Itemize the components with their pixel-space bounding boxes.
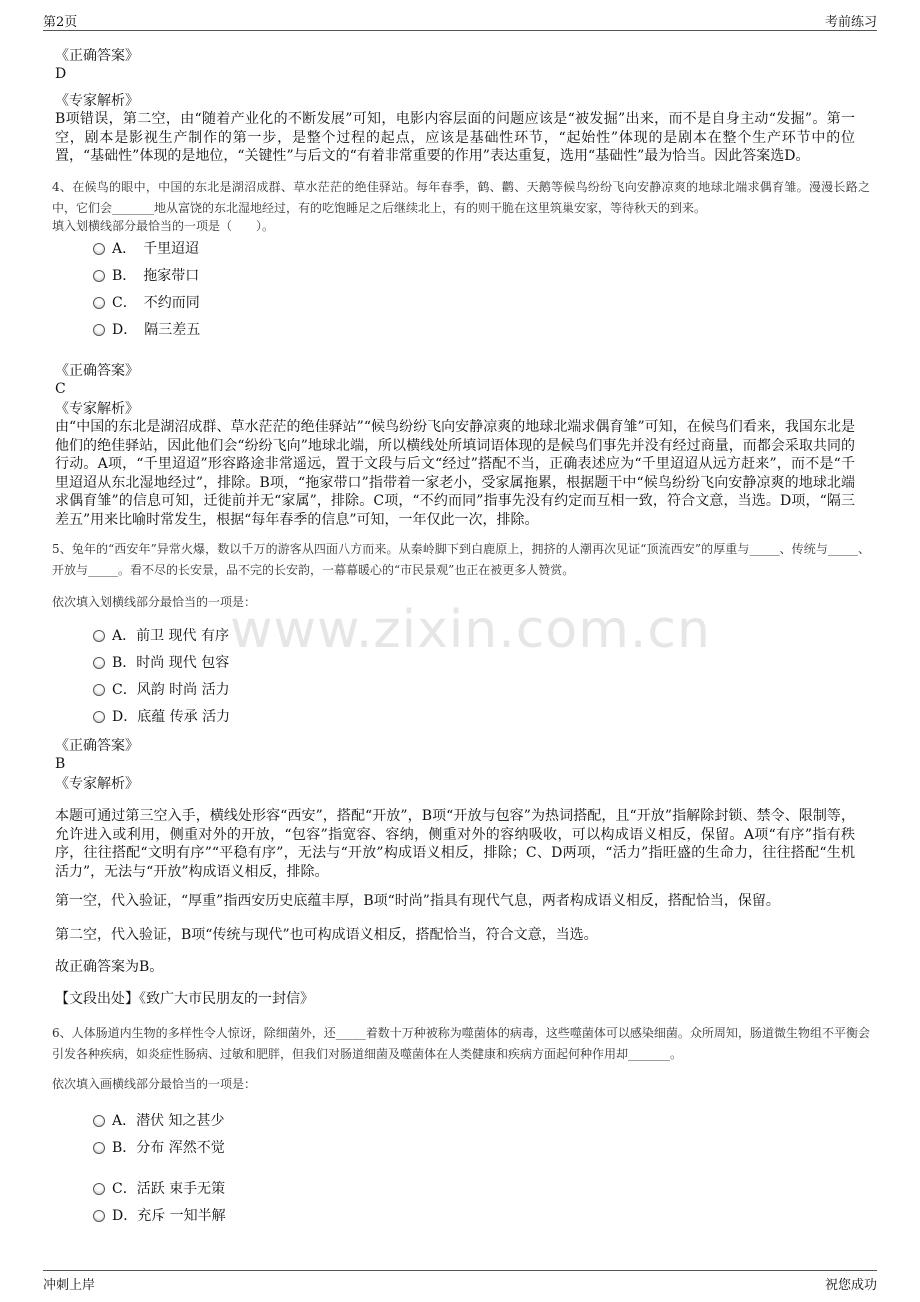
radio-icon[interactable] bbox=[93, 270, 105, 282]
analysis-label: 《专家解析》 bbox=[55, 776, 139, 792]
option-b[interactable]: B．时尚 现代 包容 bbox=[93, 654, 229, 672]
analysis-text: 由“中国的东北是湖沼成群、草水茫茫的绝佳驿站”“候鸟纷纷飞向安静凉爽的地球北端求偶育雏”可知，在候鸟们看来，我国东北是他们的绝佳驿站，因此他们会“纷纷飞向”地球北端，所以横线处所填词语体现的是候鸟们事先并没有经过商量，而都会采取共同的行动。A项，“千里迢迢”形容路途非常遥远，置于文段与后文“经过”搭配不当，正确表述应为“千里迢迢从远方赶来”，而不是“千里迢迢从东北湿地经过”，排除。B项，“拖家带口”指带着一家老小，受家属拖累，根据题干中“候鸟纷纷飞向安静凉爽的地球北端求偶育雏”的信息可知，迁徙前并无“家属”，排除。C项，“不约而同”指事先没有约定而互相一致，符合文意，当选。D项，“隔三差五”用来比喻时常发生，根据“每年春季的信息”可知，一年仅此一次，排除。 bbox=[55, 419, 855, 528]
radio-icon[interactable] bbox=[93, 711, 105, 723]
watermark: www.zixin.com.cn bbox=[230, 600, 711, 660]
question-stem: 6、人体肠道内生物的多样性令人惊讶，除细菌外，还_____着数十万种被称为噬菌体的病毒，这些噬菌体可以感染细菌。众所周知，肠道微生物组不平衡会引发各种疾病，如炎症性肠病、过敏和肥胖，但我们对肠道细菌及噬菌体在人类健康和疾病方面起何种作用却_______。 bbox=[52, 1026, 870, 1061]
analysis-text: 本题可通过第三空入手，横线处形容“西安”，搭配“开放”，B项“开放与包容”为热词搭配，且“开放”指解除封锁、禁令、限制等，允许进入或利用，侧重对外的开放，“包容”指宽容、容纳，侧重对外的容纳吸收，可以构成语义相反，保留。A项“有序”指有秩序，往往搭配“文明有序”“平稳有序”，无法与“开放”构成语义相反，排除；C、D两项，“活力”指旺盛的生命力，往往搭配“生机活力”，无法与“开放”构成语义相反，排除。 bbox=[55, 808, 855, 880]
radio-icon[interactable] bbox=[93, 684, 105, 696]
question-prompt: 依次填入画横线部分最恰当的一项是： bbox=[52, 1077, 257, 1091]
source-citation: 【文段出处】《致广大市民朋友的一封信》 bbox=[55, 991, 314, 1007]
option-d[interactable]: D． 隔三差五 bbox=[93, 321, 200, 339]
question-prompt: 填入划横线部分最恰当的一项是（ ）。 bbox=[52, 219, 275, 233]
radio-icon[interactable] bbox=[93, 1115, 105, 1127]
radio-icon[interactable] bbox=[93, 1183, 105, 1195]
option-d[interactable]: D．底蕴 传承 活力 bbox=[93, 708, 230, 726]
radio-icon[interactable] bbox=[93, 243, 105, 255]
option-c[interactable]: C． 不约而同 bbox=[93, 294, 200, 312]
footer-left-text: 冲刺上岸 bbox=[43, 1278, 96, 1293]
question-stem: 4、在候鸟的眼中，中国的东北是湖沼成群、草水茫茫的绝佳驿站。每年春季，鹤、鹳、天鹅等候鸟纷纷飞向安静凉爽的地球北端求偶育雏。漫漫长路之中，它们会_______地从富饶的东北湿地经过，有的吃饱睡足之后继续北上，有的则干脆在这里筑巢安家，等待秋天的到来。 bbox=[52, 180, 870, 215]
radio-icon[interactable] bbox=[93, 1142, 105, 1154]
radio-icon[interactable] bbox=[93, 657, 105, 669]
page-footer bbox=[43, 1270, 877, 1293]
footer-right-text: 祝您成功 bbox=[824, 1278, 877, 1293]
answer-value: C bbox=[55, 381, 66, 397]
option-a[interactable]: A．前卫 现代 有序 bbox=[93, 627, 229, 645]
page-number: 第2页 bbox=[43, 15, 78, 30]
option-b[interactable]: B． 拖家带口 bbox=[93, 267, 199, 285]
analysis-text: 第一空，代入验证，“厚重”指西安历史底蕴丰厚，B项“时尚”指具有现代气息，两者构成语义相反，搭配恰当，保留。 bbox=[55, 893, 780, 909]
radio-icon[interactable] bbox=[93, 630, 105, 642]
answer-value: D bbox=[55, 66, 67, 82]
answer-label: 《正确答案》 bbox=[55, 363, 139, 379]
analysis-label: 《专家解析》 bbox=[55, 401, 139, 417]
analysis-text: 故正确答案为B。 bbox=[55, 959, 164, 975]
radio-icon[interactable] bbox=[93, 1210, 105, 1222]
analysis-text: 第二空，代入验证，B项“传统与现代”也可构成语义相反，搭配恰当，符合文意，当选。 bbox=[55, 927, 598, 943]
header-title: 考前练习 bbox=[824, 15, 877, 30]
answer-label: 《正确答案》 bbox=[55, 48, 139, 64]
radio-icon[interactable] bbox=[93, 324, 105, 336]
option-c[interactable]: C．活跃 束手无策 bbox=[93, 1180, 225, 1198]
question-stem: 5、兔年的“西安年”异常火爆，数以千万的游客从四面八方而来。从秦岭脚下到白鹿原上，拥挤的人潮再次见证“顶流西安”的厚重与_____、传统与_____、开放与_____。看不尽的长安景，品不完的长安韵，一幕幕暖心的“市民景观”也正在被更多人赞赏。 bbox=[52, 542, 870, 577]
page-header bbox=[43, 8, 877, 31]
radio-icon[interactable] bbox=[93, 297, 105, 309]
option-d[interactable]: D．充斥 一知半解 bbox=[93, 1207, 226, 1225]
answer-label: 《正确答案》 bbox=[55, 738, 139, 754]
option-c[interactable]: C．风韵 时尚 活力 bbox=[93, 681, 230, 699]
option-b[interactable]: B．分布 浑然不觉 bbox=[93, 1139, 225, 1157]
answer-value: B bbox=[55, 756, 66, 772]
question-prompt: 依次填入划横线部分最恰当的一项是： bbox=[52, 595, 257, 609]
option-a[interactable]: A． 千里迢迢 bbox=[93, 240, 199, 258]
analysis-text: B项错误，第二空，由“随着产业化的不断发展”可知，电影内容层面的问题应该是“被发掘”出来，而不是自身主动“发掘”。第一空，剧本是影视生产制作的第一步，是整个过程的起点，应该是基础性环节，“起始性”体现的是剧本在整个生产环节中的位置，“基础性”体现的是地位，“关键性”与后文的“有着非常重要的作用”表达重复，选用“基础性”最为恰当。因此答案选D。 bbox=[55, 111, 855, 164]
option-a[interactable]: A．潜伏 知之甚少 bbox=[93, 1112, 225, 1130]
analysis-label: 《专家解析》 bbox=[55, 93, 139, 109]
